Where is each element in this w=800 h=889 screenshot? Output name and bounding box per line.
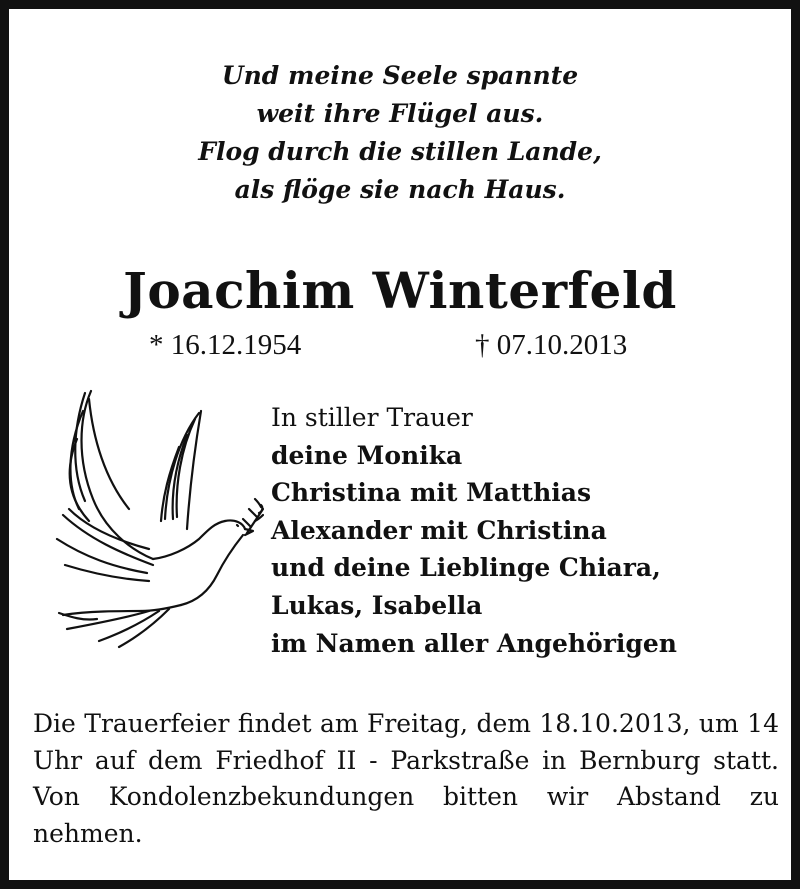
poem-verse — [9, 57, 791, 209]
dove-icon — [49, 389, 264, 659]
poem-line: Flog durch die stillen Lande, — [198, 137, 602, 166]
deceased-name: Joachim Winterfeld — [123, 261, 677, 320]
death-date: † 07.10.2013 — [475, 329, 628, 361]
birth-date: * 16.12.1954 — [149, 329, 302, 361]
poem-line: als flöge sie nach Haus. — [234, 175, 566, 204]
mourner-line: deine Monika — [271, 440, 463, 470]
mourner-line: Lukas, Isabella — [271, 590, 483, 620]
mourners-intro: In stiller Trauer — [271, 403, 473, 432]
mourner-line: im Namen aller Angehörigen — [271, 628, 677, 658]
poem-line: Und meine Seele spannte — [221, 61, 579, 90]
mourner-line: und deine Lieblinge Chiara, — [271, 553, 661, 583]
mourner-line: Alexander mit Christina — [271, 515, 607, 545]
funeral-notice: Die Trauerfeier findet am Freitag, dem 18.10.2013, um 14 Uhr auf dem Friedhof II - Parkstraße in Bernburg statt. Von Kondolenzbekundungen bitten wir Abstand zu nehmen. — [33, 709, 779, 848]
mourner-line: Christina mit Matthias — [271, 478, 592, 508]
mourners-list — [271, 399, 677, 662]
poem-line: weit ihre Flügel aus. — [256, 99, 544, 128]
